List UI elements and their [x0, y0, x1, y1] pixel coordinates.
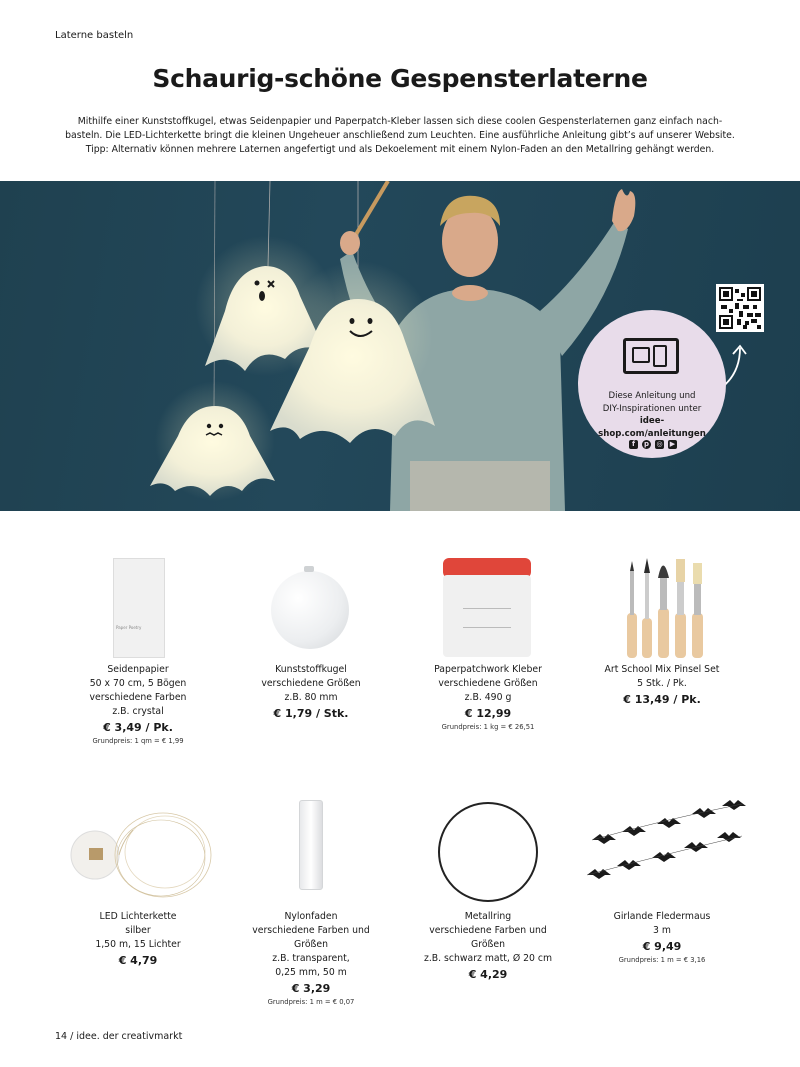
pinterest-icon[interactable]: p: [643, 440, 649, 448]
name-line: z.B. 490 g: [464, 692, 512, 703]
product-name: [398, 663, 578, 705]
product-plastic-ball[interactable]: [221, 553, 401, 722]
product-name: [48, 910, 228, 952]
callout-line: Diese Anleitung und: [608, 391, 696, 401]
name-line: Größen: [471, 939, 505, 950]
product-tissue-paper[interactable]: [48, 553, 228, 745]
name-line: verschiedene Farben und: [252, 925, 370, 936]
name-line: z.B. crystal: [112, 706, 164, 717]
tablet-icon: [623, 338, 679, 374]
name-line: 3 m: [653, 925, 671, 936]
product-nylon-thread[interactable]: [221, 800, 401, 1006]
product-led-string[interactable]: [48, 800, 228, 969]
product-name: [572, 910, 752, 938]
name-line: z.B. schwarz matt, Ø 20 cm: [423, 953, 553, 964]
phone-icon: [653, 345, 667, 367]
social-icons: [623, 440, 683, 449]
metal-ring-image: [433, 800, 543, 910]
product-price: € 4,79: [118, 954, 158, 967]
base-price: Grundpreis: 1 qm = € 1,99: [92, 737, 184, 745]
name-line: verschiedene Farben: [89, 692, 187, 703]
name-line: Nylonfaden: [284, 911, 338, 922]
product-bat-garland[interactable]: [572, 800, 752, 964]
name-line: Paperpatchwork Kleber: [434, 664, 542, 675]
name-line: Größen: [294, 939, 328, 950]
bat-garland-image: [572, 800, 752, 910]
callout-line: DIY-Inspirationen unter: [602, 403, 702, 414]
name-line: z.B. transparent,: [272, 953, 350, 964]
tissue-paper-image: [108, 553, 168, 663]
page-title: Schaurig-schöne Gespensterlaterne: [152, 64, 648, 93]
brush-set-image: [612, 553, 712, 663]
name-line: verschiedene Größen: [438, 678, 538, 689]
instructions-callout: [578, 310, 726, 458]
intro-line: basteln. Die LED-Lichterkette bringt die kleinen Ungeheuer anschließend zum Leuchten. Eine ausführliche Anleitung gibt’s auf unserer Website.: [65, 130, 735, 141]
section-kicker: Laterne basteln: [55, 30, 134, 41]
name-line: 0,25 mm, 50 m: [275, 967, 347, 978]
plastic-ball-image: [256, 553, 366, 663]
glue-jar-image: [433, 553, 543, 663]
product-glue[interactable]: [398, 553, 578, 731]
product-name: [221, 663, 401, 705]
product-brush-set[interactable]: [572, 553, 752, 708]
package-label: Paper Poetry: [116, 625, 142, 630]
name-line: verschiedene Farben und: [429, 925, 547, 936]
instagram-icon[interactable]: ◎: [656, 440, 663, 448]
name-line: silber: [125, 925, 151, 936]
product-name: [221, 910, 401, 980]
name-line: Seidenpapier: [107, 664, 169, 675]
product-name: [48, 663, 228, 719]
name-line: Kunststoffkugel: [275, 664, 347, 675]
name-line: Art School Mix Pinsel Set: [604, 664, 720, 675]
product-name: [398, 910, 578, 966]
product-metal-ring[interactable]: [398, 800, 578, 983]
base-price: Grundpreis: 1 m = € 3,16: [618, 956, 706, 964]
qr-code-icon: [719, 287, 761, 329]
product-name: [572, 663, 752, 691]
intro-line: Tipp: Alternativ können mehrere Laternen angefertigt und als Dekoelement mit einem Nylon-Faden an den Metallring gehängt werden.: [85, 144, 715, 155]
name-line: 5 Stk. / Pk.: [637, 678, 687, 689]
qr-code[interactable]: [716, 284, 764, 332]
base-price: Grundpreis: 1 m = € 0,07: [267, 998, 355, 1006]
youtube-icon[interactable]: ▶: [669, 440, 676, 448]
name-line: 1,50 m, 15 Lichter: [95, 939, 181, 950]
product-price: € 13,49 / Pk.: [623, 693, 701, 706]
name-line: LED Lichterkette: [99, 911, 177, 922]
instructions-link[interactable]: idee-shop.com/anleitungen: [598, 416, 706, 439]
product-price: € 4,29: [468, 968, 508, 981]
name-line: z.B. 80 mm: [284, 692, 338, 703]
product-price: € 3,49 / Pk.: [103, 721, 173, 734]
name-line: 50 x 70 cm, 5 Bögen: [89, 678, 187, 689]
name-line: Girlande Fledermaus: [613, 911, 711, 922]
name-line: Metallring: [464, 911, 512, 922]
product-price: € 1,79 / Stk.: [273, 707, 349, 720]
callout-text: [586, 390, 718, 440]
base-price: Grundpreis: 1 kg = € 26,51: [441, 723, 535, 731]
led-string-image: [53, 800, 223, 910]
intro-line: Mithilfe einer Kunststoffkugel, etwas Seidenpapier und Paperpatch-Kleber lassen sich diese coolen Gespensterlaternen ganz einfach nach-: [77, 116, 723, 127]
page-footer: 14 / idee. der creativmarkt: [55, 1031, 183, 1042]
product-price: € 12,99: [464, 707, 512, 720]
nylon-spool-image: [291, 800, 331, 910]
name-line: verschiedene Größen: [261, 678, 361, 689]
product-price: € 9,49: [642, 940, 682, 953]
facebook-icon[interactable]: f: [629, 440, 638, 449]
product-price: € 3,29: [291, 982, 331, 995]
intro-text: [50, 115, 750, 157]
